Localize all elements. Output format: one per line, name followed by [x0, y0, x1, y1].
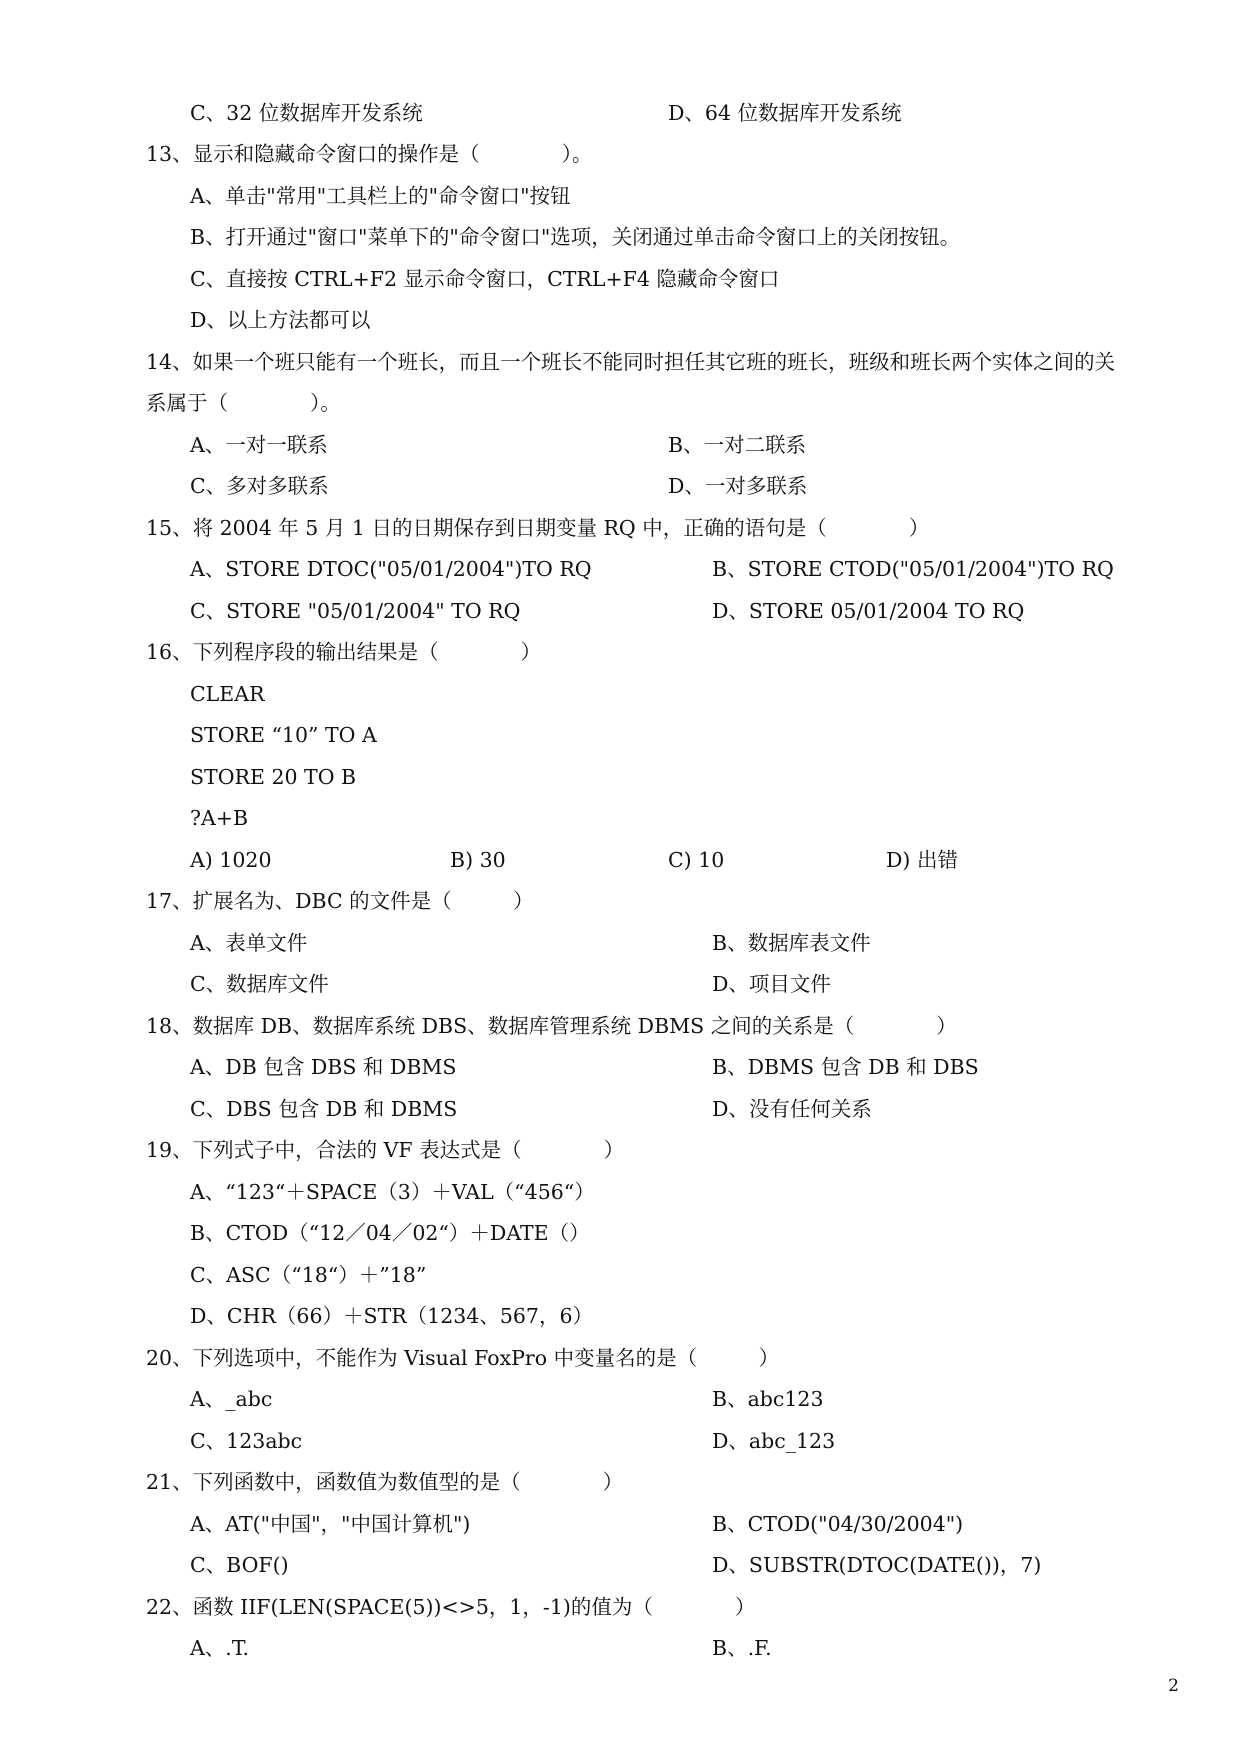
q21-stem: 21、下列函数中，函数值为数值型的是（ ） [146, 1470, 624, 1494]
q19-option-a: A、“123“＋SPACE（3）＋VAL（“456“） [190, 1180, 595, 1204]
q15-option-a: A、STORE DTOC("05/01/2004")TO RQ [190, 557, 592, 581]
q12-option-d: D、64 位数据库开发系统 [668, 101, 902, 125]
q17-option-d: D、项目文件 [712, 972, 831, 996]
q16-option-d: D) 出错 [886, 848, 958, 872]
q19-option-b: B、CTOD（“12／04／02“）＋DATE（） [190, 1221, 590, 1245]
q16-stem: 16、下列程序段的输出结果是（ ） [146, 640, 542, 664]
q13-option-a: A、单击"常用"工具栏上的"命令窗口"按钮 [190, 184, 571, 208]
q20-option-d: D、abc_123 [712, 1429, 836, 1453]
q20-stem: 20、下列选项中，不能作为 Visual FoxPro 中变量名的是（ ） [146, 1346, 780, 1370]
q19-option-d: D、CHR（66）＋STR（1234、567，6） [190, 1304, 594, 1328]
q19-stem: 19、下列式子中，合法的 VF 表达式是（ ） [146, 1138, 625, 1162]
q18-option-b: B、DBMS 包含 DB 和 DBS [712, 1055, 979, 1079]
q22-option-a: A、.T. [190, 1636, 249, 1660]
q13-option-d: D、以上方法都可以 [190, 308, 371, 332]
q21-option-a: A、AT("中国"，"中国计算机") [190, 1512, 471, 1536]
q18-option-a: A、DB 包含 DBS 和 DBMS [190, 1055, 457, 1079]
q16-option-b: B) 30 [450, 848, 506, 872]
q21-option-c: C、BOF() [190, 1553, 289, 1577]
q14-option-a: A、一对一联系 [190, 433, 328, 457]
q18-option-c: C、DBS 包含 DB 和 DBMS [190, 1097, 458, 1121]
q16-option-a: A) 1020 [190, 848, 272, 872]
q15-option-b: B、STORE CTOD("05/01/2004")TO RQ [712, 557, 1114, 581]
q15-stem: 15、将 2004 年 5 月 1 日的日期保存到日期变量 RQ 中，正确的语句是（ ） [146, 516, 930, 540]
q18-option-d: D、没有任何关系 [712, 1097, 872, 1121]
q16-code-line: STORE “10” TO A [190, 723, 377, 747]
q21-option-b: B、CTOD("04/30/2004") [712, 1512, 964, 1536]
q21-option-d: D、SUBSTR(DTOC(DATE())，7) [712, 1553, 1042, 1577]
q20-option-c: C、123abc [190, 1429, 303, 1453]
q17-option-b: B、数据库表文件 [712, 931, 871, 955]
q15-option-c: C、STORE "05/01/2004" TO RQ [190, 599, 521, 623]
q22-stem: 22、函数 IIF(LEN(SPACE(5))<>5，1，-1)的值为（ ） [146, 1595, 756, 1619]
q14-option-b: B、一对二联系 [668, 433, 807, 457]
page-number: 2 [1168, 1676, 1179, 1696]
q13-stem: 13、显示和隐藏命令窗口的操作是（ ）。 [146, 142, 593, 166]
q17-stem: 17、扩展名为、DBC 的文件是（ ） [146, 889, 534, 913]
q13-option-b: B、打开通过"窗口"菜单下的"命令窗口"选项，关闭通过单击命令窗口上的关闭按钮。 [190, 225, 961, 249]
q16-code-line: CLEAR [190, 682, 265, 706]
q14-option-c: C、多对多联系 [190, 474, 329, 498]
q16-option-c: C) 10 [668, 848, 725, 872]
q14-option-d: D、一对多联系 [668, 474, 808, 498]
q20-option-b: B、abc123 [712, 1387, 824, 1411]
q16-code-line: ?A+B [190, 806, 249, 830]
q14-stem-line1: 14、如果一个班只能有一个班长，而且一个班长不能同时担任其它班的班长，班级和班长两个实体之间的关 [146, 350, 1116, 374]
q16-code-line: STORE 20 TO B [190, 765, 357, 789]
q18-stem: 18、数据库 DB、数据库系统 DBS、数据库管理系统 DBMS 之间的关系是（ ） [146, 1014, 957, 1038]
q22-option-b: B、.F. [712, 1636, 772, 1660]
q12-option-c: C、32 位数据库开发系统 [190, 101, 423, 125]
q13-option-c: C、直接按 CTRL+F2 显示命令窗口，CTRL+F4 隐藏命令窗口 [190, 267, 780, 291]
q17-option-c: C、数据库文件 [190, 972, 329, 996]
q20-option-a: A、_abc [190, 1387, 273, 1411]
q19-option-c: C、ASC（“18“）＋”18” [190, 1263, 427, 1287]
q14-stem-line2: 系属于（ ）。 [146, 391, 341, 415]
q15-option-d: D、STORE 05/01/2004 TO RQ [712, 599, 1025, 623]
q17-option-a: A、表单文件 [190, 931, 308, 955]
